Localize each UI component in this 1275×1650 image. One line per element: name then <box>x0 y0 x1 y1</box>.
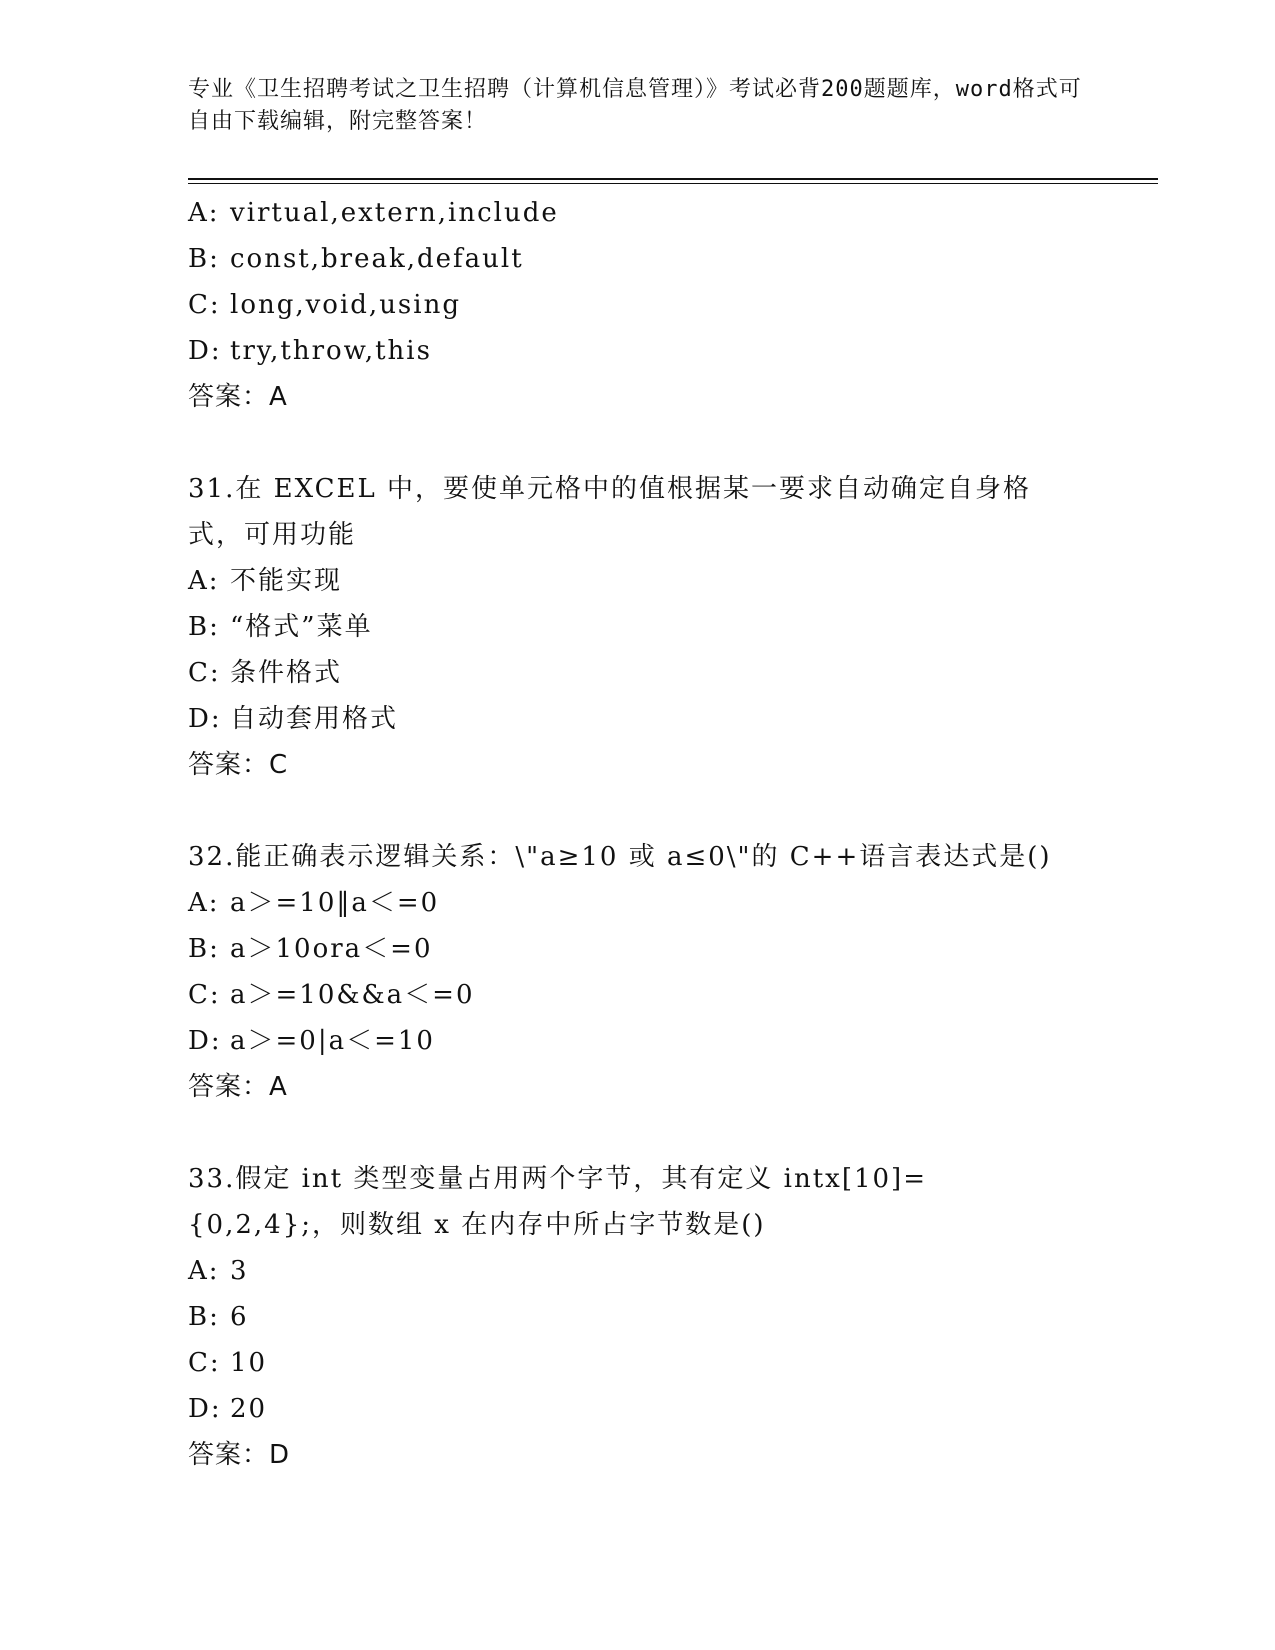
option-text: 20 <box>230 1394 268 1424</box>
option-letter: B: <box>188 934 220 964</box>
answer-line: 答案：D <box>188 1440 291 1470</box>
question-30 <box>188 190 1088 420</box>
option-text: 条件格式 <box>230 658 343 688</box>
option-c <box>188 282 1088 328</box>
answer-line: 答案：A <box>188 1072 288 1102</box>
option-text: a＞10ora＜=0 <box>230 934 433 964</box>
option-letter: A: <box>188 198 220 228</box>
option-a <box>188 880 1088 926</box>
option-letter: B: <box>188 244 220 274</box>
option-text: 6 <box>230 1302 249 1332</box>
option-b <box>188 236 1088 282</box>
option-text: “格式”菜单 <box>230 612 373 642</box>
option-text: const,break,default <box>230 244 524 274</box>
option-c <box>188 972 1088 1018</box>
option-letter: B: <box>188 612 220 642</box>
option-d <box>188 1386 1088 1432</box>
option-b <box>188 604 1088 650</box>
option-letter: A: <box>188 566 220 596</box>
option-text: 3 <box>230 1256 249 1286</box>
header-rule-thick <box>188 178 1158 180</box>
option-d <box>188 696 1088 742</box>
option-letter: A: <box>188 1256 220 1286</box>
option-b <box>188 1294 1088 1340</box>
option-letter: A: <box>188 888 220 918</box>
option-letter: C: <box>188 980 221 1010</box>
option-text: try,throw,this <box>230 336 432 366</box>
option-letter: D: <box>188 336 222 366</box>
option-text: 不能实现 <box>230 566 343 596</box>
option-text: a＞=10‖a＜=0 <box>230 888 440 918</box>
question-32 <box>188 834 1088 1110</box>
option-d <box>188 328 1088 374</box>
option-text: virtual,extern,include <box>230 198 559 228</box>
option-text: a＞=10&&a＜=0 <box>230 980 475 1010</box>
document-header: 专业《卫生招聘考试之卫生招聘（计算机信息管理）》考试必背200题题库，word格式可自由下载编辑，附完整答案！ <box>188 77 1082 134</box>
option-letter: D: <box>188 704 222 734</box>
option-a <box>188 1248 1088 1294</box>
question-33 <box>188 1156 1088 1478</box>
option-text: 10 <box>230 1348 268 1378</box>
answer-line: 答案：C <box>188 750 289 780</box>
question-stem: 31.在 EXCEL 中，要使单元格中的值根据某一要求自动确定自身格式，可用功能 <box>188 474 1032 550</box>
option-b <box>188 926 1088 972</box>
option-text: 自动套用格式 <box>230 704 399 734</box>
option-d <box>188 1018 1088 1064</box>
option-a <box>188 190 1088 236</box>
option-a <box>188 558 1088 604</box>
header-rule-thin <box>188 183 1158 184</box>
option-c <box>188 1340 1088 1386</box>
option-text: a＞=0|a＜=10 <box>230 1026 435 1056</box>
option-letter: C: <box>188 658 221 688</box>
option-letter: C: <box>188 1348 221 1378</box>
option-letter: B: <box>188 1302 220 1332</box>
option-c <box>188 650 1088 696</box>
option-text: long,void,using <box>230 290 461 320</box>
option-letter: C: <box>188 290 221 320</box>
option-letter: D: <box>188 1394 222 1424</box>
answer-line: 答案：A <box>188 382 288 412</box>
document-body <box>188 190 1088 1478</box>
question-stem: 33.假定 int 类型变量占用两个字节，其有定义 intx[10]={0,2,4};，则数组 x 在内存中所占字节数是() <box>188 1164 927 1240</box>
option-letter: D: <box>188 1026 222 1056</box>
question-31 <box>188 466 1088 788</box>
question-stem: 32.能正确表示逻辑关系：\"a≥10 或 a≤0\"的 C++语言表达式是() <box>188 842 1052 872</box>
